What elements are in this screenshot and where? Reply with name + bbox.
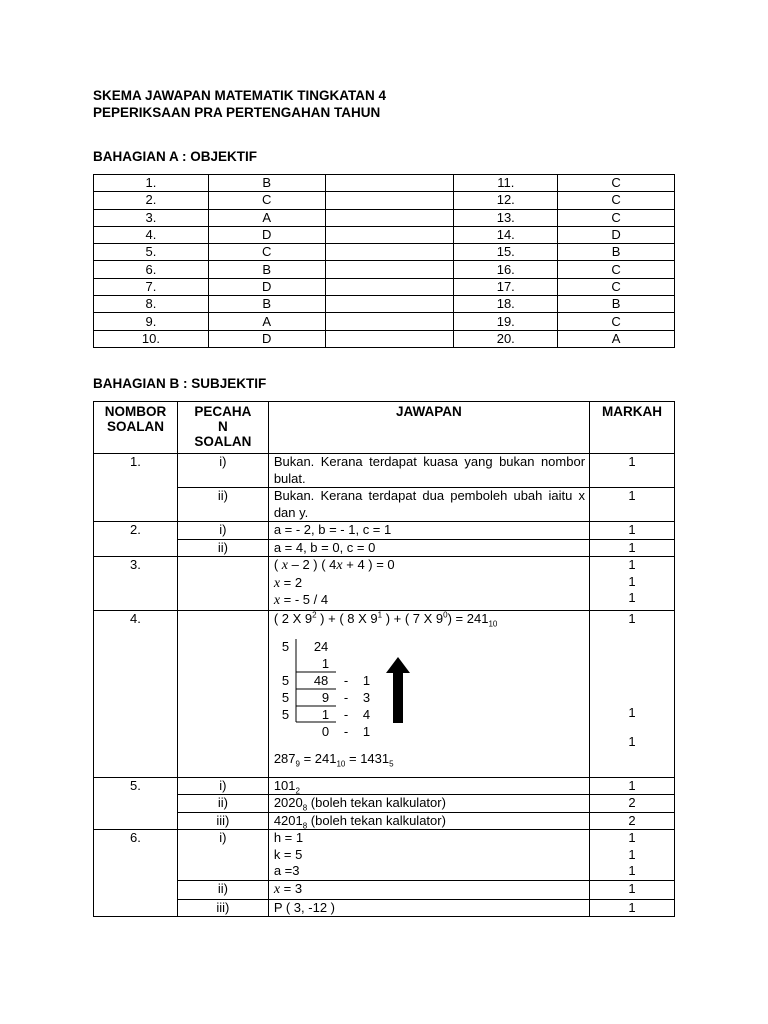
question-number: 5. [94,777,178,830]
question-number: 6. [94,261,209,278]
question-number: 13. [454,209,558,226]
arrow-up-icon [386,657,410,723]
blank-cell [325,296,454,313]
answer-letter: D [208,226,325,243]
question-number: 16. [454,261,558,278]
table-row [94,539,675,557]
mark-value: 1 [590,539,675,557]
table-row [94,830,675,881]
table-row [94,226,675,243]
answer-letter: B [558,244,675,261]
table-row [94,881,675,900]
question-part: i) [177,830,268,881]
answer-letter: C [208,244,325,261]
question-number: 15. [454,244,558,261]
answer-letter: C [558,261,675,278]
table-row [94,296,675,313]
question-number: 4. [94,226,209,243]
question-number: 2. [94,192,209,209]
question-part: ii) [177,539,268,557]
table-row [94,454,675,488]
question-number: 3. [94,209,209,226]
answer-text: $2020_8$ (boleh tekan kalkulator) [268,795,589,813]
table-row [94,610,675,777]
question-number: 6. [94,830,178,917]
answer-letter: B [208,175,325,192]
question-number: 4. [94,610,178,777]
question-number: 11. [454,175,558,192]
mark-value: 1 1 1 [590,610,675,777]
mark-value: 1 [590,777,675,795]
mark-value: 1 1 1 [590,557,675,611]
answer-letter: C [558,175,675,192]
question-number: 3. [94,557,178,611]
table-row [94,192,675,209]
repeated-division-working: 5 24 1 5 48 - 1 5 9 - 3 5 1 - 4 0 - 1 [274,639,585,751]
section-b-title: BAHAGIAN B : SUBJEKTIF [93,376,267,391]
question-number: 1. [94,175,209,192]
question-number: 2. [94,522,178,557]
document-title-line1: SKEMA JAWAPAN MATEMATIK TINGKATAN 4 [93,88,386,103]
blank-cell [325,261,454,278]
question-number: 20. [454,330,558,347]
blank-cell [325,192,454,209]
answer-text: Bukan. Kerana terdapat dua pemboleh ubah iaitu x dan y. [268,488,589,522]
question-part: iii) [177,899,268,917]
blank-cell [325,209,454,226]
question-number: 18. [454,296,558,313]
table-row [94,557,675,611]
question-number: 14. [454,226,558,243]
table-row [94,209,675,226]
answer-letter: A [208,209,325,226]
table-row [94,777,675,795]
question-number: 7. [94,278,209,295]
answer-text: $101_2$ [268,777,589,795]
question-number: 8. [94,296,209,313]
answer-letter: B [208,296,325,313]
answer-text: a = - 2, b = - 1, c = 1 [268,522,589,540]
header-pecahan-soalan: PECAHA N SOALAN [177,402,268,454]
question-part: i) [177,777,268,795]
table-row [94,488,675,522]
answer-text: x = 3 [268,881,589,900]
mark-value: 1 [590,522,675,540]
question-number: 17. [454,278,558,295]
answer-letter: D [558,226,675,243]
question-part [177,557,268,611]
table-row [94,244,675,261]
answer-letter: A [558,330,675,347]
answer-letter: C [558,192,675,209]
answer-text: h = 1 k = 5 a =3 [268,830,589,881]
answer-letter: C [558,209,675,226]
answer-letter: C [208,192,325,209]
answer-letter: B [208,261,325,278]
answer-letter: A [208,313,325,330]
question-number: 12. [454,192,558,209]
question-part: i) [177,454,268,488]
division-lines [274,639,384,744]
table-row [94,812,675,830]
question-number: 9. [94,313,209,330]
blank-cell [325,278,454,295]
mark-value: 1 [590,488,675,522]
answer-letter: D [208,278,325,295]
mark-value: 1 [590,881,675,900]
answer-text: Bukan. Kerana terdapat kuasa yang bukan nombor bulat. [268,454,589,488]
header-nombor-soalan: NOMBOR SOALAN [94,402,178,454]
answer-text: $4201_8$ (boleh tekan kalkulator) [268,812,589,830]
question-part: ii) [177,488,268,522]
table-row [94,175,675,192]
table-row [94,795,675,813]
header-markah: MARKAH [590,402,675,454]
blank-cell [325,313,454,330]
table-row [94,522,675,540]
question-part: i) [177,522,268,540]
question-number: 5. [94,244,209,261]
header-jawapan: JAWAPAN [268,402,589,454]
answer-text: P ( 3, -12 ) [268,899,589,917]
header-row [94,402,675,454]
question-part: ii) [177,795,268,813]
question-number: 19. [454,313,558,330]
table-row [94,899,675,917]
question-number: 1. [94,454,178,522]
section-a-title: BAHAGIAN A : OBJEKTIF [93,149,257,164]
final-conversion: $287_9 = 241_{10} = 1431_5$ [273,751,394,769]
answer-letter: B [558,296,675,313]
mark-value: 1 [590,454,675,488]
mark-value: 2 [590,812,675,830]
subjective-answer-table [93,401,675,917]
answer-letter: D [208,330,325,347]
question-part: ii) [177,881,268,900]
blank-cell [325,244,454,261]
mark-value: 1 [590,899,675,917]
answer-letter: C [558,313,675,330]
question-part: iii) [177,812,268,830]
answer-letter: C [558,278,675,295]
blank-cell [325,330,454,347]
table-row [94,261,675,278]
blank-cell [325,226,454,243]
base-conversion-expression: ( 2 X $9^2$ ) + ( 8 X $9^1$ ) + ( 7 X $9^0) = 241_{10}$ [273,610,498,629]
answer-text: a = 4, b = 0, c = 0 [268,539,589,557]
blank-cell [325,175,454,192]
table-row [94,330,675,347]
answer-text [268,610,589,777]
mark-value: 2 [590,795,675,813]
answer-text: ( x – 2 ) ( 4x + 4 ) = 0 x = 2 x = - 5 / 4 [268,557,589,611]
document-title-line2: PEPERIKSAAN PRA PERTENGAHAN TAHUN [93,105,381,120]
table-row [94,278,675,295]
question-part [177,610,268,777]
mark-value: 1 1 1 [590,830,675,881]
objective-answer-table [93,174,675,348]
question-number: 10. [94,330,209,347]
table-row [94,313,675,330]
